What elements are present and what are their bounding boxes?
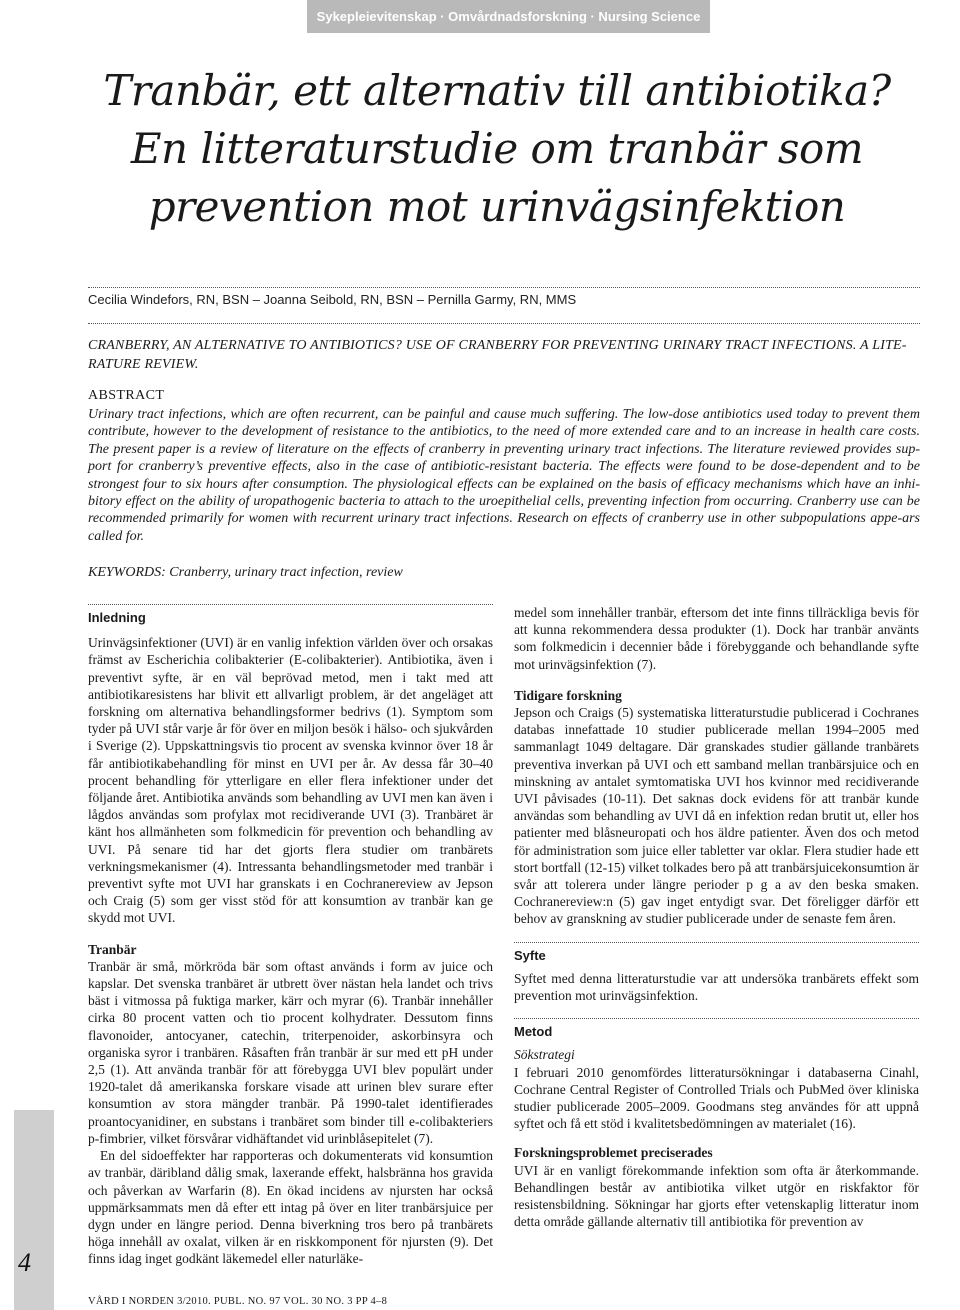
divider-below-authors — [88, 323, 920, 324]
page-side-bar — [14, 1110, 54, 1310]
sokstrategi-paragraph: I februari 2010 genomfördes litteratursökningar i databaserna Cinahl, Cochrane Central Register of Controlled Trials och PubMed över kliniska studier publicerade 2005–2009. Goodmans steg användes för att uppnå syftet och få ett stöd i kvalitetsbedömningen av materialet (16). — [514, 1064, 919, 1132]
keywords: KEYWORDS: Cranberry, urinary tract infection, review — [88, 565, 403, 580]
left-column — [88, 604, 493, 1268]
divider-inledning — [88, 604, 493, 605]
section-heading-metod: Metod — [514, 1024, 553, 1040]
continued-paragraph: medel som innehåller tranbär, eftersom det inte finns tillräckliga bevis för att kunna rekommendera dessa produkter (1). Dock har tranbär använts som folkmedicin i decennier både i förebyggande och behandlande syfte mot urinvägsinfektion (7). — [514, 605, 919, 672]
forskningsproblemet-paragraph: UVI är en vanligt förekommande infektion som ofta är återkommande. Behandlingen består av antibiotika vilket utgör en riskfaktor för resistensbildning. Sökningar har gjorts efter vetenskaplig litteratur inom detta område gällande alternativ till antibiotika för prevention av — [514, 1162, 919, 1230]
divider-syfte — [514, 942, 919, 943]
section-heading-syfte: Syfte — [514, 947, 546, 963]
article-title-line-1: Tranbär, ett alternativ till antibiotika? — [103, 66, 891, 115]
subheading-forskningsproblemet: Forskningsproblemet preciserades — [514, 1145, 713, 1161]
article-title-line-2: En litteraturstudie om tranbär som — [130, 124, 864, 173]
syfte-paragraph: Syftet med denna litteraturstudie var att undersöka tranbärets effekt som prevention mot urinvägsinfektion. — [514, 970, 919, 1004]
section-heading-tranbar: Tranbär — [88, 941, 137, 957]
footer-citation: VÅRD I NORDEN 3/2010. PUBL. NO. 97 VOL. 30 NO. 3 PP 4–8 — [88, 1296, 388, 1307]
right-column — [514, 604, 919, 1231]
article-title — [72, 62, 922, 236]
section-heading-tidigare-forskning: Tidigare forskning — [514, 687, 622, 703]
section-heading-inledning: Inledning — [88, 610, 146, 625]
tranbar-paragraph-1: Tranbär är små, mörkröda bär som oftast används i form av juice och kapslar. Det svenska tranbäret är utbrett över nästan hela landet och trivs bäst i vitmossa på fuktiga marker, kärr och myrar (6). Tranbär innehåller cirka 80 procent vatten och tio procent kolhydrater. Dessutom finns flavonoider, antocyaner, catechin, triterpenoider, askorbinsyra och organiska syror i tranbären. Råsaften från tranbär är sur med ett pH under 2,5 (1). Att använda tranbär för att förebygga UVI blev populärt under 1920-talet då amerikanska forskare visade att urinen blev surare efter konsumtion av stora mängder tranbär. På 1990-talet identifierades proantocyanidiner, en substans i tranbäret som binder till e-colibakteriers p-fimbrier, vilket försvårar vidhäftandet vid urinblåsepitelet (7). — [88, 958, 493, 1146]
author-list: Cecilia Windefors, RN, BSN – Joanna Seibold, RN, BSN – Pernilla Garmy, RN, MMS — [88, 292, 577, 307]
article-title-line-3: prevention mot urinvägsinfektion — [148, 182, 846, 231]
divider-metod — [514, 1018, 919, 1019]
page-number: 4 — [18, 1248, 31, 1277]
journal-header-band: Sykepleievitenskap · Omvårdnadsforskning · Nursing Science — [307, 0, 710, 33]
abstract-heading: ABSTRACT — [88, 388, 165, 403]
inledning-paragraph: Urinvägsinfektioner (UVI) är en vanlig infektion världen över och orsakas främst av Escherichia colibakterier (E-colibakterier). Antibiotika, även i preventivt syfte, är en väl beprövad metod, men i takt med att antibiotikaresistens har blivit ett allvarligt problem, är det angeläget att forskning om alternativa behandlingsformer bedrivs (1). Symptom som tyder på UVI står varje år för över en miljon besök i hälso- och sjukvården i Sverige (2). Uppskattningsvis tio procent av svenska kvinnor över 18 år får antibiotikabehandling för minst en UVI per år. Av dessa får 30–40 procent behandling för ytterligare en eller flera infektioner under det följande året. Antibiotika används som behandling av UVI men kan även i lågdos användas som profylax mot recidiverande UVI (3). Tranbäret är känt hos allmänheten som folkmedicin för prevention och behandling av UVI. På senare tid har det gjorts flera studier om tranbärets verkningsmekanismer (4). Intressanta behandlingsmetoder med tranbär i preventivt syfte mot UVI har granskats i en Cochranereview av Jepson och Craig (5) som ger visst stöd för att konsumtion av tranbär kan ge skydd mot UVI. — [88, 635, 493, 926]
divider-above-authors — [88, 287, 920, 288]
english-title: CRANBERRY, AN ALTERNATIVE TO ANTIBIOTICS? USE OF CRANBERRY FOR PREVENTING URINARY TRACT INFECTIONS. A LITE-RATURE REVIEW. — [88, 338, 907, 372]
tidigare-forskning-paragraph: Jepson och Craigs (5) systematiska litteraturstudie publicerad i Cochranes databas innefattade 10 studier publicerade mellan 1994–2005 med sammanlagt 1049 deltagare. Där granskades studier gällande tranbärets preventiva inverkan på UVI och ett samband mellan tranbärsjuice och en minskning av antalet symtomatiska UVI hos kvinnor med recidiverande UVI påvisades (10-11). Det saknas dock evidens för att tranbär kunde användas som behandling av UVI då en infektion redan brutit ut, eller hos patienter med blåsneuropati och hos äldre patienter. Även dos och metod för administration som juice eller tabletter var oklar. Flera studier hade ett stort bortfall (12-15) vilket tolkades bero på att tranbärsjuicekonsumtion är svår att tolerera under längre perioder p g a av den beska smaken. Cochranereview:n (5) gav inget entydigt svar. Det föreligger därför ett behov av granskning av studier publicerade under de senaste fem åren. — [514, 705, 919, 927]
tranbar-paragraph-2: En del sidoeffekter har rapporteras och dokumenterats vid konsumtion av tranbär, däribland dålig smak, laxerande effekt, halsbränna hos gravida och påverkan av Warfarin (8). En ökad incidens av njursten har också uppmärksammats men då efter ett intag på över en liter tranbärsjuice per dygn under en längre period. Denna biverkning tros bero på tranbärets höga innehåll av oxalat, vilken är en riskkomponent för njursten (9). Det finns idag inget godkänt läkemedel eller naturläke- — [88, 1148, 493, 1267]
subheading-sokstrategi: Sökstrategi — [514, 1047, 575, 1063]
abstract-body: Urinary tract infections, which are often recurrent, can be painful and cause much suffering. The low-dose antibiotics used today to prevent them contribute, however to the development of resistance to the antibiotics, to the need of more extended care and to an increase in health care costs. The present paper is a review of literature on the effects of cranberry in preventing urinary tract infections. The literature reviewed provides sup-port for cranberry’s preventive effects, also in the case of antibiotic-resistant bacteria. The effects were found to be dose-dependent and to be strongest four to six hours after consumption. The physiological effects can be explained on the basis of efficacy mechanisms which have an inhi-bitory effect on the ability of uropathogenic bacteria to attach to the uroepithelial cells, preventing infection from occurring. Cranberry use can be recommended primarily for women with recurrent urinary tract infections. Research on effects of cranberry use in other subpopulations appe-ars called for. — [88, 407, 920, 544]
